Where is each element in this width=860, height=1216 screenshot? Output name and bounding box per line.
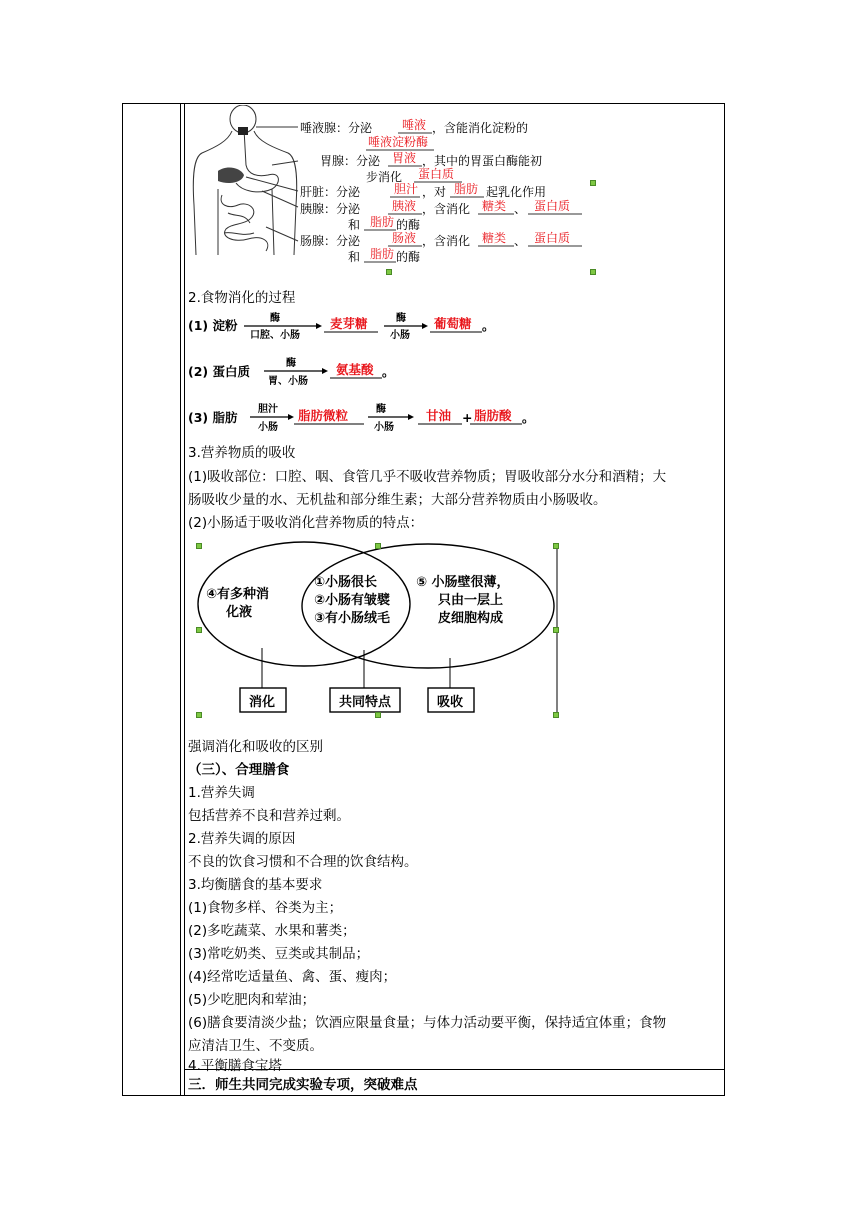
answer-fat: 脂肪: [454, 182, 479, 196]
text-line: 3.均衡膳食的基本要求: [188, 877, 323, 893]
intestinal-text: ，含消化: [422, 234, 471, 248]
enzyme-label-3: 酶: [286, 358, 296, 369]
answer-pancreatic-juice: 胰液: [392, 199, 417, 213]
period: 。: [482, 318, 495, 333]
product-amino-acid: 氨基酸: [336, 362, 374, 377]
product-fat-droplets: 脂肪微粒: [298, 408, 349, 423]
text-line: (1)食物多样、谷类为主；: [188, 900, 343, 916]
resize-handle[interactable]: [553, 543, 559, 549]
answer-fat-2: 脂肪: [370, 215, 395, 229]
heading-balanced-diet: （三）、合理膳食: [188, 762, 290, 778]
fat-label: (3) 脂肪: [188, 410, 238, 425]
venn-right-line1: ⑤ 小肠壁很薄，: [416, 575, 510, 590]
section-3-title: 3.营养物质的吸收: [188, 445, 296, 461]
site-label-4: 小肠: [258, 422, 278, 433]
pancreas-label: 胰腺：分泌: [300, 202, 361, 216]
resize-handle[interactable]: [375, 712, 381, 718]
separator: 、: [514, 202, 527, 216]
venn-diagram: [188, 540, 560, 722]
resize-handle[interactable]: [553, 627, 559, 633]
answer-protein: 蛋白质: [418, 167, 455, 181]
liver-text-2: 起乳化作用: [486, 185, 547, 199]
box-absorption: 吸收: [437, 695, 464, 710]
resize-handle[interactable]: [553, 712, 559, 718]
product-glucose: 葡萄糖: [434, 316, 472, 331]
answer-carbohydrate: 糖类: [482, 199, 507, 213]
venn-mid-line3: ③有小肠绒毛: [314, 611, 391, 626]
separator: 、: [514, 234, 527, 248]
venn-left-line2: 化液: [226, 605, 253, 620]
starch-label: (1) 淀粉: [188, 318, 238, 333]
resize-handle[interactable]: [196, 543, 202, 549]
answer-protein-2: 蛋白质: [534, 199, 571, 213]
enzyme-label-4: 酶: [376, 404, 386, 415]
box-digestion: 消化: [249, 695, 276, 710]
period-2: 。: [382, 364, 395, 379]
answer-carbohydrate-2: 糖类: [482, 231, 507, 245]
column-divider: [180, 104, 181, 1095]
answer-saliva: 唾液: [402, 118, 427, 132]
intestinal-enzyme: 的酶: [396, 250, 421, 264]
product-maltose: 麦芽糖: [330, 316, 368, 331]
product-glycerol: 甘油: [426, 408, 452, 423]
digestion-equations: [188, 308, 548, 433]
resize-handle[interactable]: [196, 712, 202, 718]
intestinal-and: 和: [348, 250, 361, 264]
digestive-organ-diagram: [188, 105, 598, 275]
enzyme-label-2: 酶: [396, 313, 406, 324]
venn-mid-line2: ②小肠有皱襞: [314, 593, 391, 608]
venn-left-line1: ④有多种消: [206, 587, 270, 602]
period-3: 。: [522, 410, 535, 425]
text-line: 1.营养失调: [188, 785, 255, 801]
gastric-text-2: 步消化: [366, 170, 403, 184]
text-line: (6)膳食要清淡少盐；饮酒应限量食量；与体力活动要平衡，保持适宜体重；食物: [188, 1015, 667, 1031]
product-fatty-acid: 脂肪酸: [474, 408, 512, 423]
venn-right-line3: 皮细胞构成: [438, 611, 504, 626]
intestinal-gland-label: 肠腺：分泌: [300, 234, 361, 248]
site-label-5: 小肠: [374, 422, 394, 433]
box-common: 共同特点: [339, 695, 392, 710]
text-line: 包括营养不良和营养过剩。: [188, 808, 350, 824]
pancreas-text: ，含消化: [422, 202, 471, 216]
liver-label: 肝脏：分泌: [300, 185, 361, 199]
salivary-text: ，含能消化淀粉的: [432, 121, 529, 135]
section-2-title: 2.食物消化的过程: [188, 290, 296, 306]
text-line: 不良的饮食习惯和不合理的饮食结构。: [188, 854, 418, 870]
bile-label: 胆汁: [258, 404, 278, 415]
site-label-3: 胃、小肠: [268, 376, 308, 387]
text-line: (2)多吃蔬菜、水果和薯类；: [188, 923, 356, 939]
resize-handle[interactable]: [386, 269, 392, 275]
resize-handle[interactable]: [196, 627, 202, 633]
answer-salivary-amylase: 唾液淀粉酶: [368, 135, 429, 149]
venn-mid-line1: ①小肠很长: [314, 575, 378, 590]
gastric-gland-label: 胃腺：分泌: [320, 154, 381, 168]
emphasis-line: 强调消化和吸收的区别: [188, 739, 323, 755]
venn-right-line2: 只由一层上: [438, 593, 504, 608]
answer-gastric-juice: 胃液: [392, 151, 417, 165]
answer-fat-3: 脂肪: [370, 247, 395, 261]
enzyme-label: 酶: [270, 313, 280, 324]
text-line: 4.平衡膳食宝塔: [188, 1058, 282, 1074]
heading-experiment: 三．师生共同完成实验专项，突破难点: [188, 1077, 418, 1093]
site-label-2: 小肠: [390, 330, 410, 341]
site-label: 口腔、小肠: [250, 330, 300, 341]
answer-protein-3: 蛋白质: [534, 231, 571, 245]
gastric-text: ，其中的胃蛋白酶能初: [422, 154, 543, 168]
text-line: 应清洁卫生、不变质。: [188, 1038, 323, 1054]
resize-handle[interactable]: [590, 269, 596, 275]
answer-bile: 胆汁: [394, 182, 419, 196]
text-line: (4)经常吃适量鱼、禽、蛋、瘦肉；: [188, 969, 397, 985]
answer-intestinal-juice: 肠液: [392, 231, 417, 245]
liver-text: ，对: [422, 185, 447, 199]
protein-label: (2) 蛋白质: [188, 364, 250, 379]
resize-handle[interactable]: [375, 543, 381, 549]
text-line: (5)少吃肥肉和荤油；: [188, 992, 316, 1008]
pancreas-enzyme: 的酶: [396, 218, 421, 232]
salivary-gland-label: 唾液腺：分泌: [300, 121, 373, 135]
text-line: 2.营养失调的原因: [188, 831, 296, 847]
resize-handle[interactable]: [590, 180, 596, 186]
absorption-paragraph-1b: 肠吸收少量的水、无机盐和部分维生素；大部分营养物质由小肠吸收。: [188, 492, 607, 508]
plus-sign: +: [462, 410, 473, 425]
absorption-paragraph-2: (2)小肠适于吸收消化营养物质的特点：: [188, 515, 424, 531]
column-divider: [184, 104, 185, 1095]
absorption-paragraph-1a: (1)吸收部位：口腔、咽、食管几乎不吸收营养物质；胃吸收部分水分和酒精；大: [188, 469, 667, 485]
text-line: (3)常吃奶类、豆类或其制品；: [188, 946, 370, 962]
pancreas-and: 和: [348, 218, 361, 232]
